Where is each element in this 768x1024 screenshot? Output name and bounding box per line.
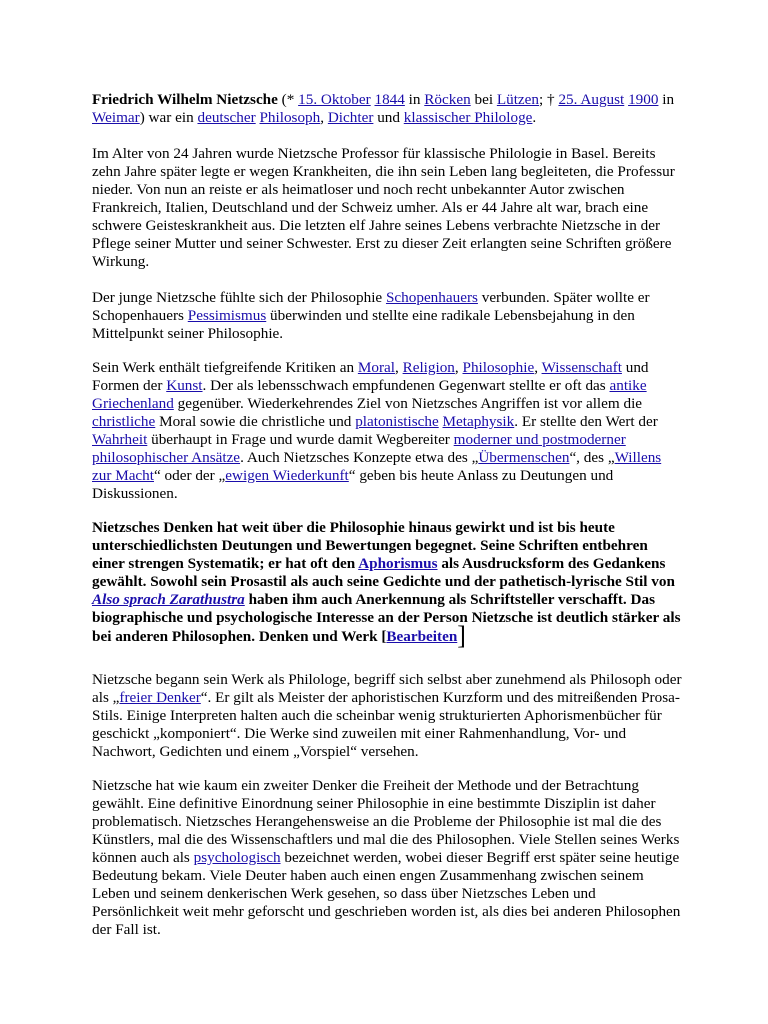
- link-wahrheit[interactable]: Wahrheit: [92, 431, 148, 448]
- paragraph-text: verbunden. Später wollte er Schopenhauers: [92, 289, 650, 324]
- paragraph-text: (*: [277, 91, 299, 108]
- link-willens-zur-macht[interactable]: Willens zur Macht: [92, 449, 662, 484]
- closing-bracket: ]: [457, 621, 466, 650]
- paragraph-text: überwinden und stellte eine radikale Lebensbejahung in den Mittelpunkt seiner Philosophie.: [92, 307, 635, 342]
- reception-paragraph: [92, 519, 682, 650]
- work-critique-paragraph: [92, 359, 682, 503]
- link-1900[interactable]: 1900: [628, 91, 659, 108]
- link-schopenhauers[interactable]: Schopenhauers: [385, 289, 478, 306]
- paragraph-text: bezeichnet werden, wobei dieser Begriff erst später seine heutige Bedeutung bekam. Viele Deuter haben auch einen engen Zusammenhang zwischen seinem Leben und seinem denkerischen Werk gesehen, so dass über Nietzsches Leben und Persönlichkeit weit mehr geforscht und geschrieben worden ist, als dies bei anderen Philosophen der Fall ist.: [92, 849, 681, 938]
- schopenhauer-paragraph: [92, 289, 682, 343]
- paragraph-text: in: [404, 91, 425, 108]
- paragraph-text: ) war ein: [139, 109, 198, 126]
- paragraph-text: “. Er gilt als Meister der aphoristischen Kurzform und des mitreißenden Prosa-Stils. Einige Interpreten halten auch die scheinbar wenig strukturierten Aphorismenbücher für geschickt „komponiert“. Die Werke sind zuweilen mit einer Rahmenhandlung, Vor- und Nachwort, Gedichten und einem „Vorspiel“ versehen.: [92, 689, 680, 760]
- intro-paragraph: [92, 91, 682, 127]
- link-kunst[interactable]: Kunst: [166, 377, 203, 394]
- link-freier-denker[interactable]: freier Denker: [119, 689, 201, 706]
- paragraph-text: Sein Werk enthält tiefgreifende Kritiken an: [92, 359, 358, 376]
- paragraph-text: ,: [395, 359, 403, 376]
- paragraph-text: und Formen der: [92, 359, 649, 394]
- link-philosophie[interactable]: Philosophie: [462, 359, 535, 376]
- link-dichter[interactable]: Dichter: [327, 109, 374, 126]
- paragraph-text: bei: [470, 91, 497, 108]
- link-christliche[interactable]: christliche: [92, 413, 156, 430]
- link-25-august[interactable]: 25. August: [558, 91, 625, 108]
- biography-paragraph: [92, 145, 682, 271]
- paragraph-text: . Auch Nietzsches Konzepte etwa des „: [240, 449, 479, 466]
- paragraph-text: haben ihm auch Anerkennung als Schriftsteller verschafft. Das biographische und psychologische Interesse an der Person Nietzsche ist deutlich stärker als bei anderen Philosophen. Denken und Werk [: [92, 591, 681, 645]
- link-philosoph[interactable]: Philosoph: [259, 109, 321, 126]
- paragraph-text: und: [373, 109, 404, 126]
- link-also-sprach-zarathustra[interactable]: Also sprach Zarathustra: [92, 591, 245, 608]
- paragraph-text: . Er stellte den Wert der: [514, 413, 658, 430]
- method-paragraph: [92, 777, 682, 939]
- paragraph-text: überhaupt in Frage und wurde damit Wegbereiter: [147, 431, 454, 448]
- link-bearbeiten[interactable]: Bearbeiten: [386, 628, 458, 645]
- paragraph-text: “, des „: [569, 449, 615, 466]
- link-ewigen-wiederkunft[interactable]: ewigen Wiederkunft: [225, 467, 349, 484]
- paragraph-text: . Der als lebensschwach empfundenen Gegenwart stellte er oft das: [202, 377, 610, 394]
- link-luetzen[interactable]: Lützen: [496, 91, 540, 108]
- paragraph-text: .: [532, 109, 537, 126]
- paragraph-text: ,: [320, 109, 328, 126]
- link-religion[interactable]: Religion: [402, 359, 455, 376]
- link-15-oktober[interactable]: 15. Oktober: [298, 91, 371, 108]
- paragraph-text: ; †: [539, 91, 559, 108]
- paragraph-text: “ geben bis heute Anlass zu Deutungen und Diskussionen.: [92, 467, 614, 502]
- link-pessimismus[interactable]: Pessimismus: [187, 307, 267, 324]
- link-aphorismus[interactable]: Aphorismus: [358, 555, 438, 572]
- link-wissenschaft[interactable]: Wissenschaft: [541, 359, 622, 376]
- paragraph-text: Nietzsche begann sein Werk als Philologe, begriff sich selbst aber zunehmend als Philosoph oder als „: [92, 671, 682, 706]
- paragraph-text: Im Alter von 24 Jahren wurde Nietzsche Professor für klassische Philologie in Basel. Bereits zehn Jahre später legte er wegen Krankheiten, die ihn sein Leben lang begleiteten, die Professur nieder. Von nun an reiste er als heimatloser und noch recht unbekannter Autor zwischen Frankreich, Italien, Deutschland und der Schweiz umher. Als er 44 Jahre alt war, brach eine schwere Geisteskrankheit aus. Die letzten elf Jahre seines Lebens verbrachte Nietzsche in der Pflege seiner Mutter und seiner Schwester. Erst zu dieser Zeit erlangten seine Schriften größere Wirkung.: [92, 145, 675, 270]
- link-uebermenschen[interactable]: Übermenschen: [478, 449, 570, 466]
- philologist-paragraph: [92, 671, 682, 761]
- paragraph-text: Nietzsche hat wie kaum ein zweiter Denker die Freiheit der Methode und der Betrachtung gewählt. Eine definitive Einordnung seiner Philosophie in eine bestimmte Disziplin ist daher problematisch. Nietzsches Herangehensweise an die Probleme der Philosophie ist mal die des Künstlers, mal die des Wissenschaftlers und mal die des Philosophen. Viele Stellen seines Werks können auch als: [92, 777, 680, 866]
- paragraph-text: ,: [534, 359, 542, 376]
- link-antike-griechenland[interactable]: antike Griechenland: [92, 377, 647, 412]
- link-platonistische[interactable]: platonistische: [355, 413, 439, 430]
- link-metaphysik[interactable]: Metaphysik: [442, 413, 515, 430]
- link-deutscher[interactable]: deutscher: [197, 109, 256, 126]
- link-moderner-und-postmoderner-philosophischer-ansaetze[interactable]: moderner und postmoderner philosophischer Ansätze: [92, 431, 626, 466]
- paragraph-text: ,: [454, 359, 463, 376]
- link-moral[interactable]: Moral: [357, 359, 395, 376]
- link-roecken[interactable]: Röcken: [424, 91, 471, 108]
- paragraph-text: als Ausdrucksform des Gedankens gewählt. Sowohl sein Prosastil als auch seine Gedichte und der pathetisch-lyrische Stil von: [92, 555, 675, 590]
- paragraph-text: Moral sowie die christliche und: [155, 413, 356, 430]
- paragraph-text: Nietzsches Denken hat weit über die Philosophie hinaus gewirkt und ist bis heute unterschiedlichsten Deutungen und Bewertungen begegnet. Seine Schriften entbehren einer strengen Systematik; er hat oft den: [92, 519, 648, 572]
- link-psychologisch[interactable]: psychologisch: [193, 849, 281, 866]
- link-1844[interactable]: 1844: [374, 91, 405, 108]
- name-heading-text: Friedrich Wilhelm Nietzsche: [92, 91, 278, 108]
- link-weimar[interactable]: Weimar: [92, 109, 140, 126]
- paragraph-text: Der junge Nietzsche fühlte sich der Philosophie: [92, 289, 386, 306]
- paragraph-text: “ oder der „: [154, 467, 226, 484]
- paragraph-text: in: [658, 91, 675, 108]
- paragraph-text: gegenüber. Wiederkehrendes Ziel von Nietzsches Angriffen ist vor allem die: [173, 395, 643, 412]
- link-klassischer-philologe[interactable]: klassischer Philologe: [403, 109, 533, 126]
